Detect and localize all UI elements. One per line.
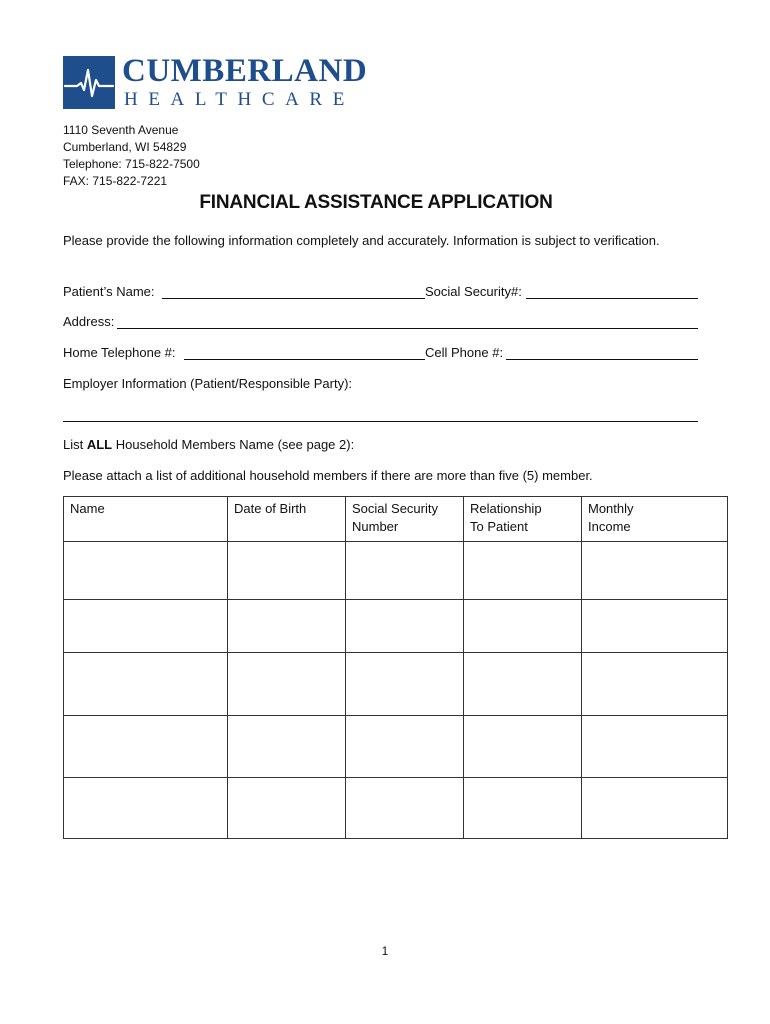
home-phone-label: Home Telephone #: xyxy=(63,345,176,360)
ssn-field[interactable] xyxy=(526,298,698,299)
address-telephone: Telephone: 715-822-7500 xyxy=(63,157,200,171)
address-street: 1110 Seventh Avenue xyxy=(63,123,179,137)
household-list-emphasis: ALL xyxy=(86,437,113,452)
intro-text: Please provide the following information completely and accurately. Information is subject to verification. xyxy=(63,233,660,248)
cell-name[interactable] xyxy=(64,778,228,839)
cell-monthly-income[interactable] xyxy=(582,653,728,716)
cell-name[interactable] xyxy=(64,653,228,716)
home-phone-field[interactable] xyxy=(184,359,425,360)
cell-social-security[interactable] xyxy=(346,600,464,653)
column-header-relationship: Relationship To Patient xyxy=(464,497,582,542)
ssn-label: Social Security#: xyxy=(425,284,522,299)
page-number: 1 xyxy=(381,944,389,958)
employer-field[interactable] xyxy=(63,421,698,422)
cell-monthly-income[interactable] xyxy=(582,542,728,600)
cell-date-of-birth[interactable] xyxy=(228,542,346,600)
cell-relationship[interactable] xyxy=(464,778,582,839)
cell-social-security[interactable] xyxy=(346,653,464,716)
cell-social-security[interactable] xyxy=(346,542,464,600)
cell-monthly-income[interactable] xyxy=(582,778,728,839)
cell-monthly-income[interactable] xyxy=(582,716,728,778)
cell-name[interactable] xyxy=(64,600,228,653)
cell-social-security[interactable] xyxy=(346,778,464,839)
attach-note: Please attach a list of additional household members if there are more than five (5) member. xyxy=(63,468,593,483)
patient-name-label: Patient’s Name: xyxy=(63,284,155,299)
address-label: Address: xyxy=(63,314,115,329)
table-header-row xyxy=(64,497,728,542)
employer-label: Employer Information (Patient/Responsible Party): xyxy=(63,376,353,391)
column-header-date-of-birth: Date of Birth xyxy=(228,497,346,542)
cell-relationship[interactable] xyxy=(464,716,582,778)
address-block xyxy=(63,122,200,190)
cell-social-security[interactable] xyxy=(346,716,464,778)
table-row xyxy=(64,542,728,600)
cell-phone-label: Cell Phone #: xyxy=(425,345,504,360)
household-members-table xyxy=(63,496,728,839)
table-row xyxy=(64,778,728,839)
table-row xyxy=(64,653,728,716)
address-fax: FAX: 715-822-7221 xyxy=(63,174,168,188)
cell-name[interactable] xyxy=(64,542,228,600)
column-header-monthly-income: Monthly Income xyxy=(582,497,728,542)
household-list-prefix: List xyxy=(63,437,87,452)
cell-date-of-birth[interactable] xyxy=(228,600,346,653)
cell-date-of-birth[interactable] xyxy=(228,778,346,839)
cell-date-of-birth[interactable] xyxy=(228,716,346,778)
table-row xyxy=(64,716,728,778)
form-title: FINANCIAL ASSISTANCE APPLICATION xyxy=(199,192,553,213)
patient-name-field[interactable] xyxy=(162,298,425,299)
column-header-name: Name xyxy=(64,497,228,542)
cell-name[interactable] xyxy=(64,716,228,778)
cell-date-of-birth[interactable] xyxy=(228,653,346,716)
address-city: Cumberland, WI 54829 xyxy=(63,140,187,154)
cell-monthly-income[interactable] xyxy=(582,600,728,653)
address-field[interactable] xyxy=(117,328,698,329)
table-row xyxy=(64,600,728,653)
household-list-instruction xyxy=(63,437,354,452)
logo-wordmark-primary: CUMBERLAND xyxy=(122,53,368,89)
cell-relationship[interactable] xyxy=(464,600,582,653)
cell-phone-field[interactable] xyxy=(506,359,698,360)
household-list-suffix: Household Members Name (see page 2): xyxy=(112,437,355,452)
cell-relationship[interactable] xyxy=(464,653,582,716)
logo-wordmark-secondary: HEALTHCARE xyxy=(124,89,355,110)
column-header-social-security: Social Security Number xyxy=(346,497,464,542)
cell-relationship[interactable] xyxy=(464,542,582,600)
logo-icon xyxy=(63,56,115,109)
